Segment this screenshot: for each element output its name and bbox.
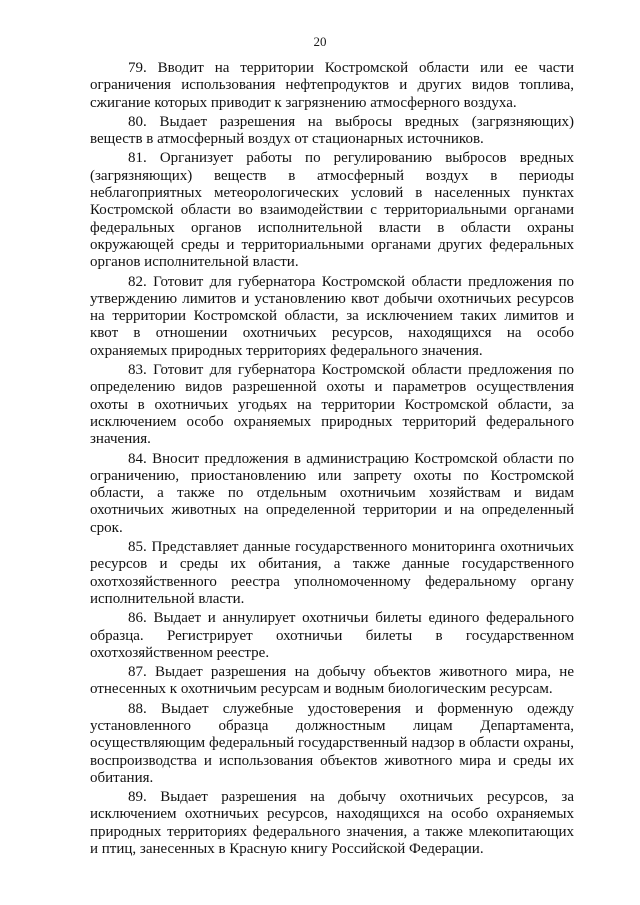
- paragraph-84: 84. Вносит предложения в администрацию Костромской области по ограничению, приостановлению или запрету охоты по Костромской области, а также по отдельным охотничьим хозяйствам и видам охотничьих животных на определенной территории и на определенный срок.: [90, 450, 574, 536]
- page-number: 20: [313, 34, 327, 49]
- paragraph-88: 88. Выдает служебные удостоверения и форменную одежду установленного образца должностным лицам Департамента, осуществляющим федеральный государственный надзор в области охраны, воспроизводства и использования объектов животного мира и среды их обитания.: [90, 700, 574, 786]
- paragraph-82: 82. Готовит для губернатора Костромской области предложения по утверждению лимитов и установлению квот добычи охотничьих ресурсов на территории Костромской области, за исключением таких лимитов и квот в отношении охотничьих ресурсов, находящихся на особо охраняемых природных территориях федерального значения.: [90, 273, 574, 359]
- document-body: [90, 60, 574, 860]
- paragraph-85: 85. Представляет данные государственного мониторинга охотничьих ресурсов и среды их обитания, а также данные государственного охотхозяйственного реестра уполномоченному федеральному органу исполнительной власти.: [90, 539, 574, 607]
- paragraph-81: 81. Организует работы по регулированию выбросов вредных (загрязняющих) веществ в атмосферный воздух в периоды неблагоприятных метеорологических условий в населенных пунктах Костромской области во взаимодействии с территориальными органами федеральных органов исполнительной власти в области охраны окружающей среды и территориальными органами других федеральных органов исполнительной власти.: [90, 150, 574, 271]
- paragraph-89: 89. Выдает разрешения на добычу охотничьих ресурсов, за исключением охотничьих ресурсов, находящихся на особо охраняемых природных территориях федерального значения, а также млекопитающих и птиц, занесенных в Красную книгу Российской Федерации.: [90, 789, 574, 858]
- paragraph-87: 87. Выдает разрешения на добычу объектов животного мира, не отнесенных к охотничьим ресурсам и водным биологическим ресурсам.: [90, 664, 574, 698]
- paragraph-80: 80. Выдает разрешения на выбросы вредных (загрязняющих) веществ в атмосферный воздух от стационарных источников.: [90, 113, 574, 148]
- paragraph-83: 83. Готовит для губернатора Костромской области предложения по определению видов разрешенной охоты и параметров осуществления охоты в охотничьих угодьях на территории Костромской области, за исключением особо охраняемых природных территорий федерального значения.: [90, 362, 574, 448]
- paragraph-86: 86. Выдает и аннулирует охотничьи билеты единого федерального образца. Регистрирует охотничьи билеты в государственном охотхозяйственном реестре.: [90, 610, 574, 661]
- paragraph-79: 79. Вводит на территории Костромской области или ее части ограничения использования нефтепродуктов и других видов топлива, сжигание которых приводит к загрязнению атмосферного воздуха.: [90, 60, 574, 111]
